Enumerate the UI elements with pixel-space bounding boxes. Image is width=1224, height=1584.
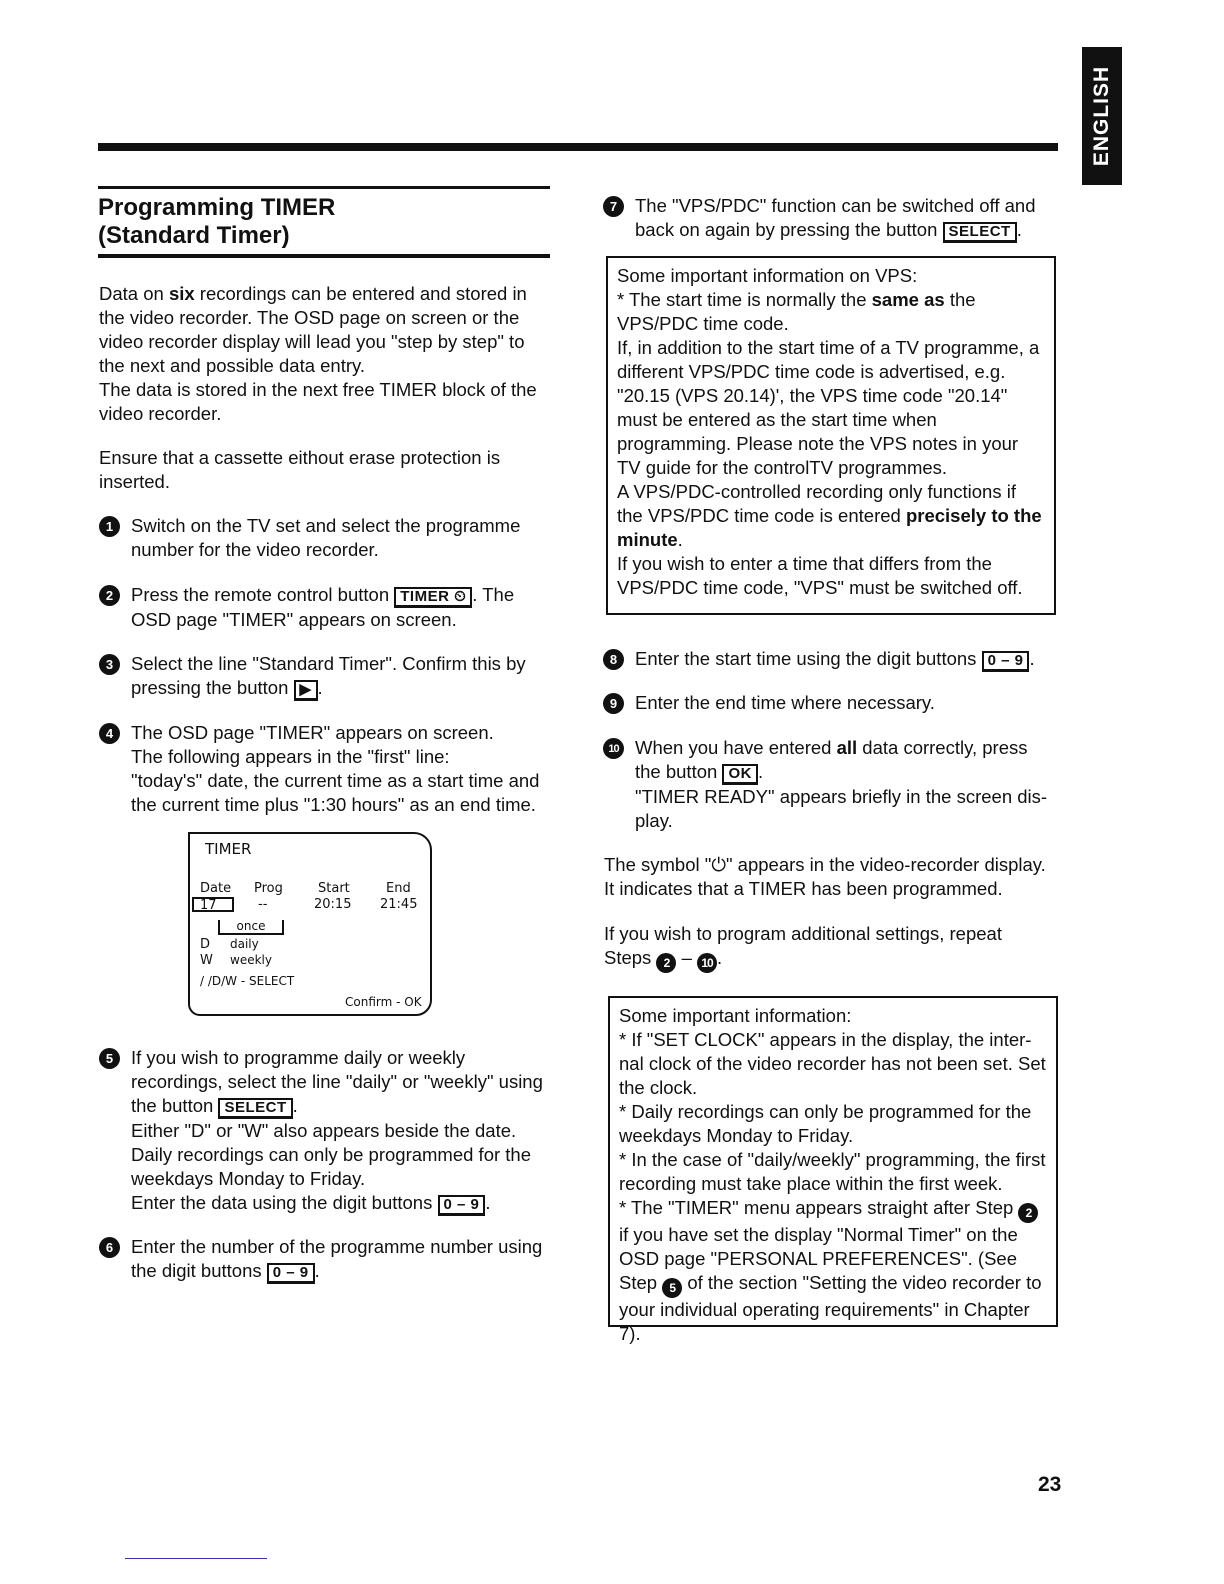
step-7: 7 The "VPS/PDC" function can be switched off and back on again by pressing the button SELECT . xyxy=(603,194,1065,243)
footer-link-line xyxy=(125,1558,267,1559)
step-9: 9 Enter the end time where necessary. xyxy=(603,691,1075,715)
step-number-badge: 6 xyxy=(99,1237,120,1258)
osd-weekly-code: W xyxy=(200,953,213,968)
osd-option-daily: daily xyxy=(230,937,259,951)
osd-end-value: 21:45 xyxy=(380,897,418,912)
header-rule xyxy=(98,143,1058,151)
step-8: 8 Enter the start time using the digit buttons 0 – 9 . xyxy=(603,647,1075,672)
osd-confirm-hint: Confirm - OK xyxy=(345,995,422,1009)
osd-timer-screen xyxy=(188,832,432,1016)
step-number-badge: 2 xyxy=(1018,1203,1038,1223)
step-number-badge: 4 xyxy=(99,723,120,744)
important-info-box: Some important information: * If "SET CLOCK" appears in the display, the inter-nal clock of the video recorder has not been set. Set the clock. * Daily recordings can only be programmed for the weekdays Monday to Friday. * In the case of "daily/weekly" programming, the first recording must take place within the first week. * The "TIMER" menu appears straight after Step 2 if you have set the display "Normal Timer" on the OSD page "PERSONAL PREFERENCES". (See Step 5 of the section "Setting the video recorder to your individual operating requirements" in Chapter 7). xyxy=(608,996,1058,1327)
osd-col-end: End xyxy=(386,881,411,896)
intro-paragraph: Data on six recordings can be entered and stored in the video recorder. The OSD page on screen or the video recorder display will lead you "step by step" to the next and possible data entry. The data is stored in the next free TIMER block of the video recorder. xyxy=(99,283,537,424)
osd-select-hint: / /D/W - SELECT xyxy=(200,974,295,988)
digit-key-icon: 0 – 9 xyxy=(982,651,1030,672)
ok-key-icon: OK xyxy=(722,764,758,785)
osd-option-weekly: weekly xyxy=(230,953,272,967)
select-key-icon: SELECT xyxy=(218,1098,292,1119)
step-number-badge: 10 xyxy=(697,953,717,973)
osd-option-once: once xyxy=(218,920,284,935)
osd-title: TIMER xyxy=(205,840,252,858)
step-5: 5 If you wish to programme daily or weekly recordings, select the line "daily" or "weekly" using the button SELECT . Either "D" or "W" also appears beside the date. Daily recordings can only be programmed for the weekdays Monday to Friday. Enter the data using the digit buttons 0 – 9 . xyxy=(99,1046,561,1216)
osd-col-date: Date xyxy=(200,881,232,896)
digit-key-icon: 0 – 9 xyxy=(438,1195,486,1216)
step-number-badge: 5 xyxy=(662,1278,682,1298)
page-number: 23 xyxy=(1038,1473,1062,1496)
step-number-badge: 2 xyxy=(656,953,676,973)
digit-key-icon: 0 – 9 xyxy=(267,1263,315,1284)
osd-start-value: 20:15 xyxy=(314,897,352,912)
step-number-badge: 9 xyxy=(603,693,624,714)
step-number-badge: 8 xyxy=(603,649,624,670)
step-number-badge: 3 xyxy=(99,654,120,675)
language-tab: ENGLISH xyxy=(1082,47,1122,185)
symbol-note: The symbol "⏻" appears in the video-recorder display. It indicates that a TIMER has been programmed. xyxy=(604,854,1046,899)
ensure-paragraph: Ensure that a cassette eithout erase protection is inserted. xyxy=(99,447,501,492)
step-4: 4 The OSD page "TIMER" appears on screen. The following appears in the "first" line: "today's" date, the current time as a start time and the current time plus "1:30 hours" as an end time. xyxy=(99,721,561,817)
timer-key-icon: TIMER ⏲ xyxy=(394,587,472,608)
title-bottom-rule xyxy=(98,254,550,258)
step-number-badge: 10 xyxy=(603,738,624,759)
step-6: 6 Enter the number of the programme number using the digit buttons 0 – 9 . xyxy=(99,1235,561,1284)
step-10: 10 When you have entered all data correctly, press the button OK . "TIMER READY" appears briefly in the screen dis-play. xyxy=(603,736,1055,833)
step-2: 2 Press the remote control button TIMER ⏲ . The OSD page "TIMER" appears on screen. xyxy=(99,583,551,632)
title-top-rule xyxy=(98,186,550,189)
vps-info-box: Some important information on VPS: * The start time is normally the same as the VPS/PDC time code. If, in addition to the start time of a TV programme, a different VPS/PDC time code is advertised, e.g. "20.15 (VPS 20.14)', the VPS time code "20.14" must be entered as the start time when programming. Please note the VPS notes in your TV guide for the controlTV programmes. A VPS/PDC-controlled recording only functions if the VPS/PDC time code is entered precisely to the minute. If you wish to enter a time that differs from the VPS/PDC time code, "VPS" must be switched off. xyxy=(606,256,1056,615)
step-number-badge: 1 xyxy=(99,516,120,537)
page-title: Programming TIMER (Standard Timer) xyxy=(98,194,336,249)
step-3: 3 Select the line "Standard Timer". Confirm this by pressing the button ▶ . xyxy=(99,652,551,701)
osd-col-start: Start xyxy=(318,881,350,896)
repeat-note: If you wish to program additional settings, repeat Steps 2 – 10 . xyxy=(604,922,1044,973)
osd-daily-code: D xyxy=(200,937,211,952)
play-key-icon: ▶ xyxy=(294,680,318,701)
step-number-badge: 5 xyxy=(99,1048,120,1069)
step-1: 1 Switch on the TV set and select the programme number for the video recorder. xyxy=(99,514,551,562)
select-key-icon: SELECT xyxy=(943,222,1017,243)
osd-date-field: 17 xyxy=(192,897,234,912)
osd-col-prog: Prog xyxy=(254,881,283,896)
step-number-badge: 2 xyxy=(99,585,120,606)
step-number-badge: 7 xyxy=(603,196,624,217)
osd-prog-value: -- xyxy=(258,897,268,912)
